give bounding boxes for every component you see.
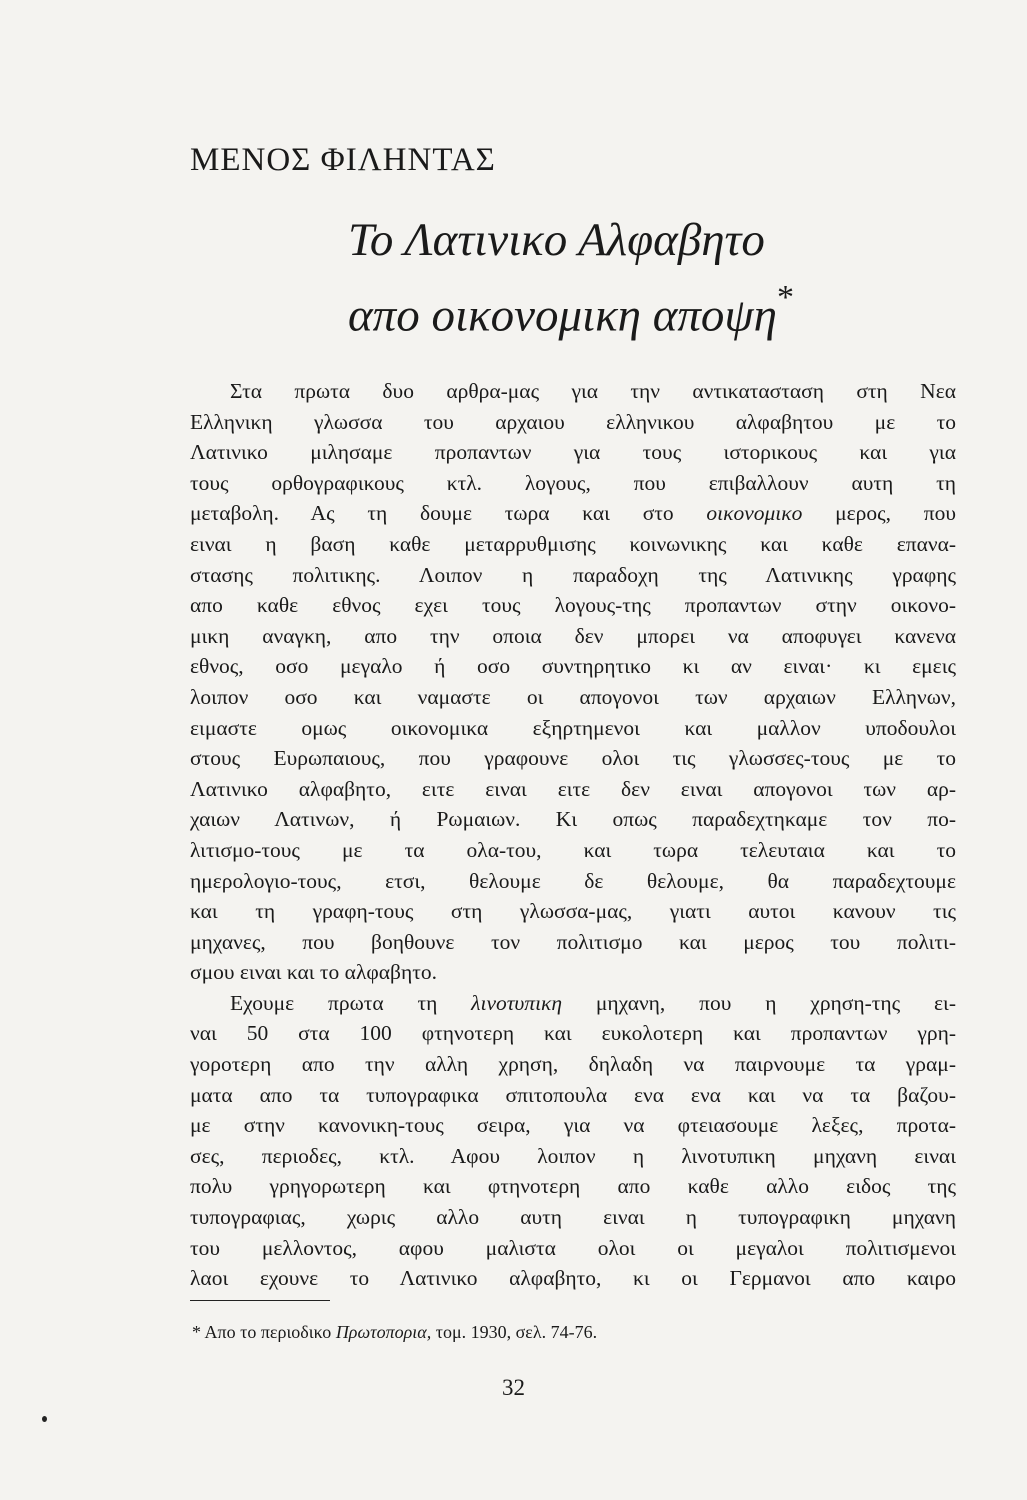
emphasized-word: λινοτυπικη bbox=[471, 990, 563, 1015]
footnote-divider bbox=[190, 1300, 330, 1301]
emphasized-word: οικονομικο bbox=[706, 501, 803, 526]
text-line: λοιπον οσο και ναμαστε οι απογονοι των αρχαιων Ελληνων, bbox=[190, 684, 956, 709]
line-text: μερος, που bbox=[802, 501, 956, 526]
page-number: 32 bbox=[502, 1375, 525, 1400]
footnote-marker: * bbox=[776, 279, 794, 316]
footnote-suffix: τομ. 1930, σελ. 74-76. bbox=[431, 1322, 598, 1342]
footnote-journal: Πρωτοπορια, bbox=[335, 1322, 432, 1342]
text-line: ματα απο τα τυπογραφικα σπιτοπουλα ενα ενα και να τα βαζου- bbox=[190, 1082, 956, 1107]
text-line: Στα πρωτα δυο αρθρα-μας για την αντικατασταση στη Νεα bbox=[230, 379, 956, 403]
text-line: με στην κανονικη-τους σειρα, για να φτειασουμε λεξες, προτα- bbox=[190, 1113, 956, 1138]
text-line: μηχανες, που βοηθουνε τον πολιτισμο και μερος του πολιτι- bbox=[190, 929, 956, 954]
article-body bbox=[190, 376, 956, 1294]
article-title bbox=[348, 208, 818, 348]
text-line: ναι 50 στα 100 φτηνοτερη και ευκολοτερη και προπαντων γρη- bbox=[190, 1021, 956, 1046]
author-name: ΜΕΝΟΣ ΦΙΛΗΝΤΑΣ bbox=[190, 142, 496, 178]
text-line: σες, περιοδες, κτλ. Αφου λοιπον η λινοτυπικη μηχανη ειναι bbox=[190, 1143, 956, 1168]
text-line: τους ορθογραφικους κτλ. λογους, που επιβαλλουν αυτη τη bbox=[190, 470, 956, 495]
text-line: Λατινικο αλφαβητο, ειτε ειναι ειτε δεν ειναι απογονοι των αρ- bbox=[190, 776, 956, 801]
text-line: μικη αναγκη, απο την οποια δεν μπορει να αποφυγει κανενα bbox=[190, 623, 956, 648]
text-line: στασης πολιτικης. Λοιπον η παραδοχη της Λατινικης γραφης bbox=[190, 562, 956, 587]
footnote bbox=[192, 1322, 597, 1343]
title-line-2-text: απο οικονομικη αποψη bbox=[348, 289, 777, 342]
text-line: Λατινικο μιλησαμε προπαντων για τους ιστορικους και για bbox=[190, 440, 956, 465]
text-line: τυπογραφιας, χωρις αλλο αυτη ειναι η τυπογραφικη μηχανη bbox=[190, 1205, 956, 1230]
text-line: του μελλοντος, αφου μαλιστα ολοι οι μεγαλοι πολιτισμενοι bbox=[190, 1235, 956, 1260]
title-line-2 bbox=[348, 272, 818, 348]
text-line: σμου ειναι και το αλφαβητο. bbox=[190, 960, 437, 985]
scan-speck bbox=[42, 1416, 47, 1422]
line-text: Εχουμε πρωτα τη bbox=[230, 990, 472, 1015]
text-line: λιτισμο-τους με τα ολα-του, και τωρα τελευταια και το bbox=[190, 837, 956, 862]
line-text: μηχανη, που η χρηση-της ει- bbox=[562, 990, 956, 1015]
text-line: γοροτερη απο την αλλη χρηση, δηλαδη να παιρνουμε τα γραμ- bbox=[190, 1052, 956, 1077]
footnote-prefix: * Απο το περιοδικο bbox=[192, 1322, 336, 1342]
text-line: στους Ευρωπαιους, που γραφουνε ολοι τις γλωσσες-τους με το bbox=[190, 746, 956, 771]
text-line: και τη γραφη-τους στη γλωσσα-μας, γιατι αυτοι κανουν τις bbox=[190, 899, 956, 924]
text-line: Ελληνικη γλωσσα του αρχαιου ελληνικου αλφαβητου με το bbox=[190, 409, 956, 434]
text-line: απο καθε εθνος εχει τους λογους-της προπαντων στην οικονο- bbox=[190, 593, 956, 618]
text-line: ειμαστε ομως οικονομικα εξηρτημενοι και μαλλον υποδουλοι bbox=[190, 715, 956, 740]
text-line bbox=[190, 988, 956, 1019]
text-line: πολυ γρηγορωτερη και φτηνοτερη απο καθε αλλο ειδος της bbox=[190, 1174, 956, 1199]
text-line: χαιων Λατινων, ή Ρωμαιων. Κι οπως παραδεχτηκαμε τον πο- bbox=[190, 807, 956, 832]
line-text: μεταβολη. Ας τη δουμε τωρα και στο bbox=[190, 501, 707, 526]
text-line: εθνος, οσο μεγαλο ή οσο συντηρητικο κι αν ειναι· κι εμεις bbox=[190, 654, 956, 679]
text-line: ημερολογιο-τους, ετσι, θελουμε δε θελουμε, θα παραδεχτουμε bbox=[190, 868, 956, 893]
text-line: ειναι η βαση καθε μεταρρυθμισης κοινωνικης και καθε επανα- bbox=[190, 531, 956, 556]
title-line-1: Το Λατινικο Αλφαβητο bbox=[348, 214, 765, 266]
text-line bbox=[190, 498, 956, 529]
text-line: λαοι εχουνε το Λατινικο αλφαβητο, κι οι Γερμανοι απο καιρο bbox=[190, 1266, 956, 1291]
